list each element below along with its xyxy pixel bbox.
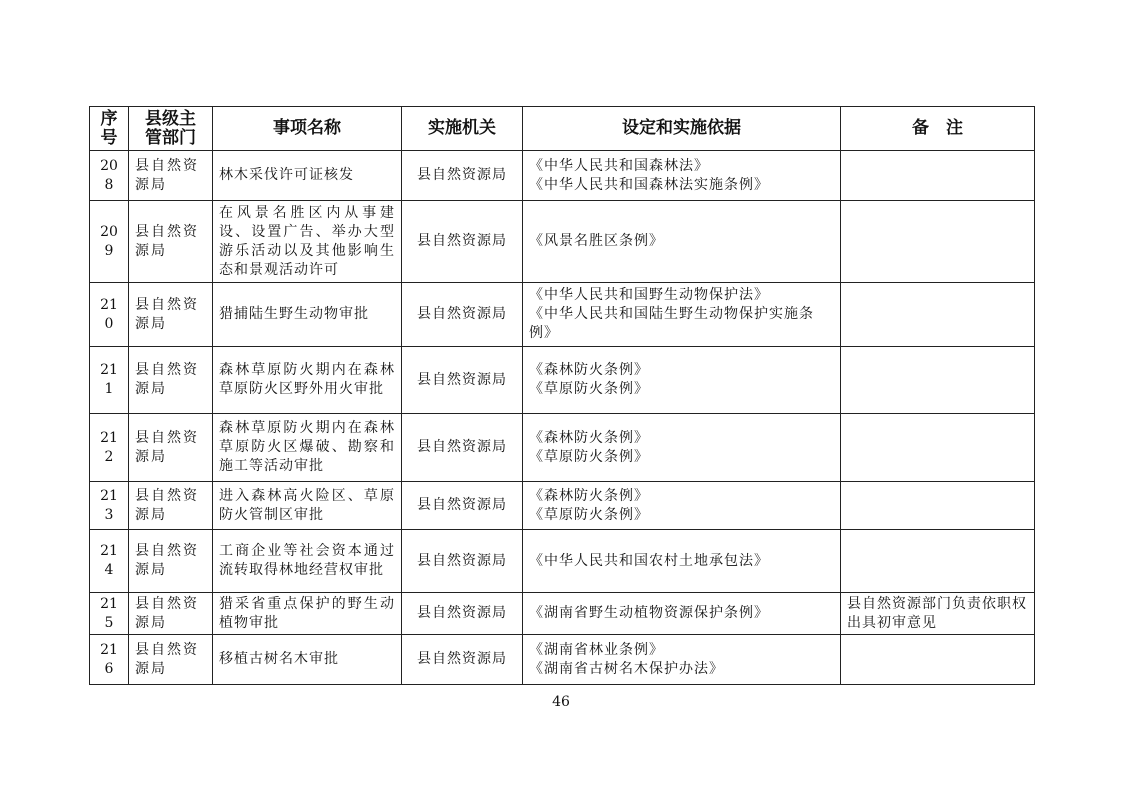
row-department: 县自然资源局 [129,482,213,530]
row-basis [523,151,841,201]
row-seq: 211 [90,347,129,414]
basis-line: 《中华人民共和国森林法实施条例》 [529,176,769,193]
row-agency: 县自然资源局 [402,414,523,482]
row-item-name: 森林草原防火期内在森林草原防火区野外用火审批 [213,347,402,414]
row-agency: 县自然资源局 [402,201,523,283]
row-note [841,414,1035,482]
table-row [90,593,1035,635]
basis-line: 《中华人民共和国野生动物保护法》 [529,287,769,303]
header-department-line2: 管部门 [145,127,196,148]
row-item-name: 在风景名胜区内从事建设、设置广告、举办大型游乐活动以及其他影响生态和景观活动许可 [213,201,402,283]
row-agency: 县自然资源局 [402,482,523,530]
table-row [90,482,1035,530]
row-department: 县自然资源局 [129,347,213,414]
header-item-name: 事项名称 [213,107,402,151]
approval-items-table [89,106,1035,685]
basis-line: 《森林防火条例》 [529,429,649,446]
row-basis [523,593,841,635]
row-basis [523,347,841,414]
basis-line: 《湖南省古树名木保护办法》 [529,660,724,677]
header-department [129,107,213,151]
basis-line: 《草原防火条例》 [529,381,649,397]
table-row [90,635,1035,685]
table-header-row [90,107,1035,151]
row-seq: 209 [90,201,129,283]
row-item-name: 森林草原防火期内在森林草原防火区爆破、勘察和施工等活动审批 [213,414,402,482]
row-department: 县自然资源局 [129,635,213,685]
basis-line: 《中华人民共和国森林法》 [529,157,709,174]
row-agency: 县自然资源局 [402,347,523,414]
basis-line: 《草原防火条例》 [529,448,649,465]
basis-line: 《森林防火条例》 [529,487,649,504]
row-note [841,635,1035,685]
basis-line: 《湖南省林业条例》 [529,641,664,658]
row-item-name: 工商企业等社会资本通过流转取得林地经营权审批 [213,530,402,593]
row-basis [523,201,841,283]
row-seq: 210 [90,283,129,347]
row-basis [523,482,841,530]
table-row [90,201,1035,283]
row-item-name: 猎捕陆生野生动物审批 [213,283,402,347]
row-item-name: 林木采伐许可证核发 [213,151,402,201]
basis-line: 《森林防火条例》 [529,362,649,378]
page-number: 46 [552,694,570,710]
row-item-name: 移植古树名木审批 [213,635,402,685]
row-note [841,347,1035,414]
basis-line: 《中华人民共和国陆生野生动物保护实施条例》 [529,306,814,341]
row-agency: 县自然资源局 [402,593,523,635]
row-note [841,283,1035,347]
header-note: 备 注 [841,107,1035,151]
row-seq: 214 [90,530,129,593]
basis-line: 《湖南省野生动植物资源保护条例》 [529,605,769,621]
row-seq: 216 [90,635,129,685]
row-department: 县自然资源局 [129,414,213,482]
table-row [90,414,1035,482]
row-department: 县自然资源局 [129,201,213,283]
row-agency: 县自然资源局 [402,530,523,593]
row-department: 县自然资源局 [129,530,213,593]
header-seq [90,107,129,151]
basis-line: 《风景名胜区条例》 [529,233,664,249]
row-agency: 县自然资源局 [402,635,523,685]
row-basis [523,414,841,482]
row-seq: 212 [90,414,129,482]
row-note [841,482,1035,530]
table-row [90,347,1035,414]
row-item-name: 猎采省重点保护的野生动植物审批 [213,593,402,635]
row-department: 县自然资源局 [129,593,213,635]
row-agency: 县自然资源局 [402,151,523,201]
row-basis [523,283,841,347]
row-seq: 208 [90,151,129,201]
row-basis [523,635,841,685]
row-basis [523,530,841,593]
table-row [90,151,1035,201]
row-note: 县自然资源部门负责依职权出具初审意见 [841,593,1035,635]
row-department: 县自然资源局 [129,151,213,201]
row-note [841,201,1035,283]
header-basis: 设定和实施依据 [523,107,841,151]
basis-line: 《草原防火条例》 [529,506,649,523]
row-agency: 县自然资源局 [402,283,523,347]
header-department-line1: 县级主 [145,108,196,129]
row-department: 县自然资源局 [129,283,213,347]
basis-line: 《中华人民共和国农村土地承包法》 [529,552,769,569]
row-note [841,530,1035,593]
row-item-name: 进入森林高火险区、草原防火管制区审批 [213,482,402,530]
table-row [90,530,1035,593]
header-seq-line2: 号 [100,127,118,148]
row-note [841,151,1035,201]
header-agency: 实施机关 [402,107,523,151]
row-seq: 215 [90,593,129,635]
header-seq-line1: 序 [100,108,118,129]
table-row [90,283,1035,347]
row-seq: 213 [90,482,129,530]
